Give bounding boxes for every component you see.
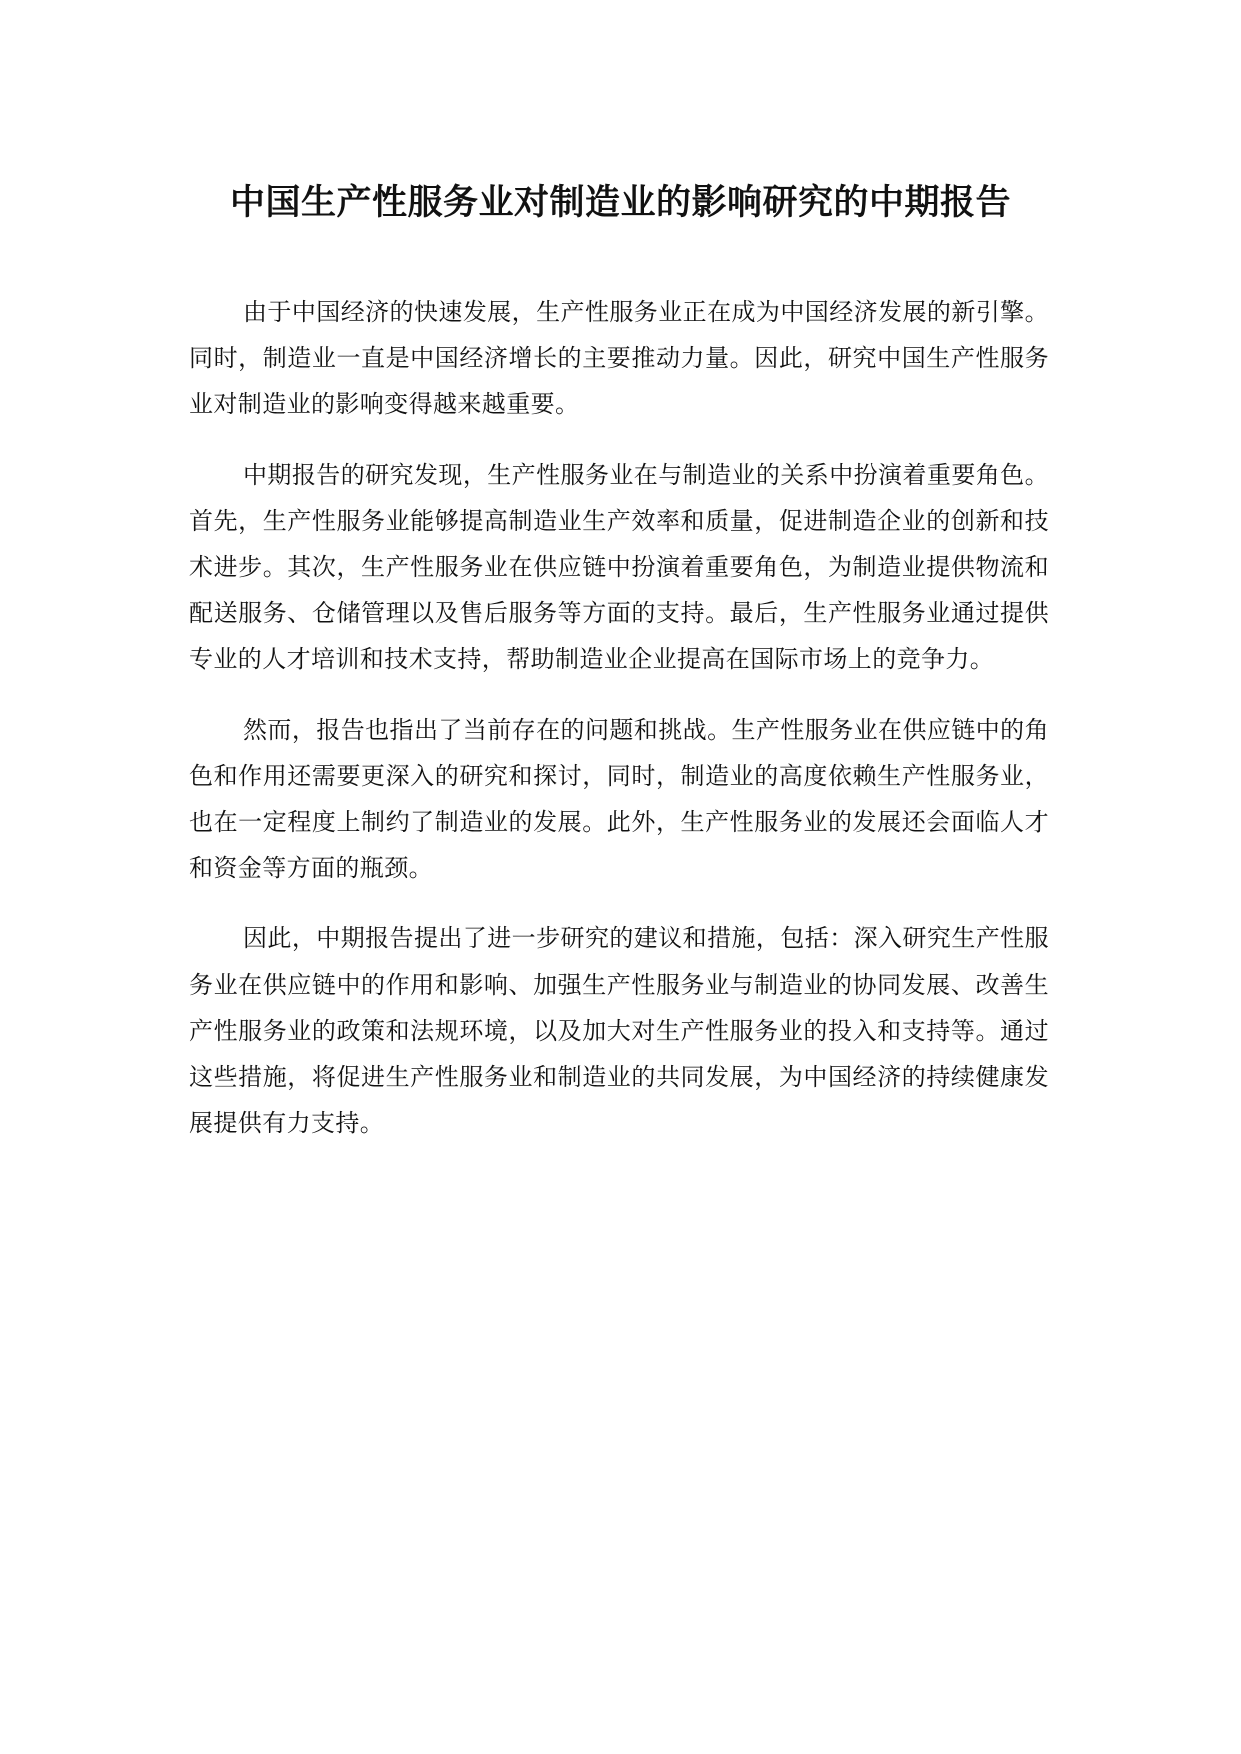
document-title: 中国生产性服务业对制造业的影响研究的中期报告: [229, 183, 1011, 223]
paragraph-2: 中期报告的研究发现，生产性服务业在与制造业的关系中扮演着重要角色。首先，生产性服务业能够提高制造业生产效率和质量，促进制造企业的创新和技术进步。其次，生产性服务业在供应链中扮演着重要角色，为制造业提供物流和配送服务、仓储管理以及售后服务等方面的支持。最后，生产性服务业通过提供专业的人才培训和技术支持，帮助制造业企业提高在国际市场上的竞争力。: [189, 460, 1049, 674]
paragraph-1: 由于中国经济的快速发展，生产性服务业正在成为中国经济发展的新引擎。同时，制造业一直是中国经济增长的主要推动力量。因此，研究中国生产性服务业对制造业的影响变得越来越重要。: [189, 298, 1049, 419]
document-body: [189, 289, 1049, 1170]
paragraph-3: 然而，报告也指出了当前存在的问题和挑战。生产性服务业在供应链中的角色和作用还需要更深入的研究和探讨，同时，制造业的高度依赖生产性服务业，也在一定程度上制约了制造业的发展。此外，生产性服务业的发展还会面临人才和资金等方面的瓶颈。: [189, 715, 1049, 883]
paragraph-4: 因此，中期报告提出了进一步研究的建议和措施，包括：深入研究生产性服务业在供应链中的作用和影响、加强生产性服务业与制造业的协同发展、改善生产性服务业的政策和法规环境，以及加大对生产性服务业的投入和支持等。通过这些措施，将促进生产性服务业和制造业的共同发展，为中国经济的持续健康发展提供有力支持。: [189, 924, 1049, 1138]
